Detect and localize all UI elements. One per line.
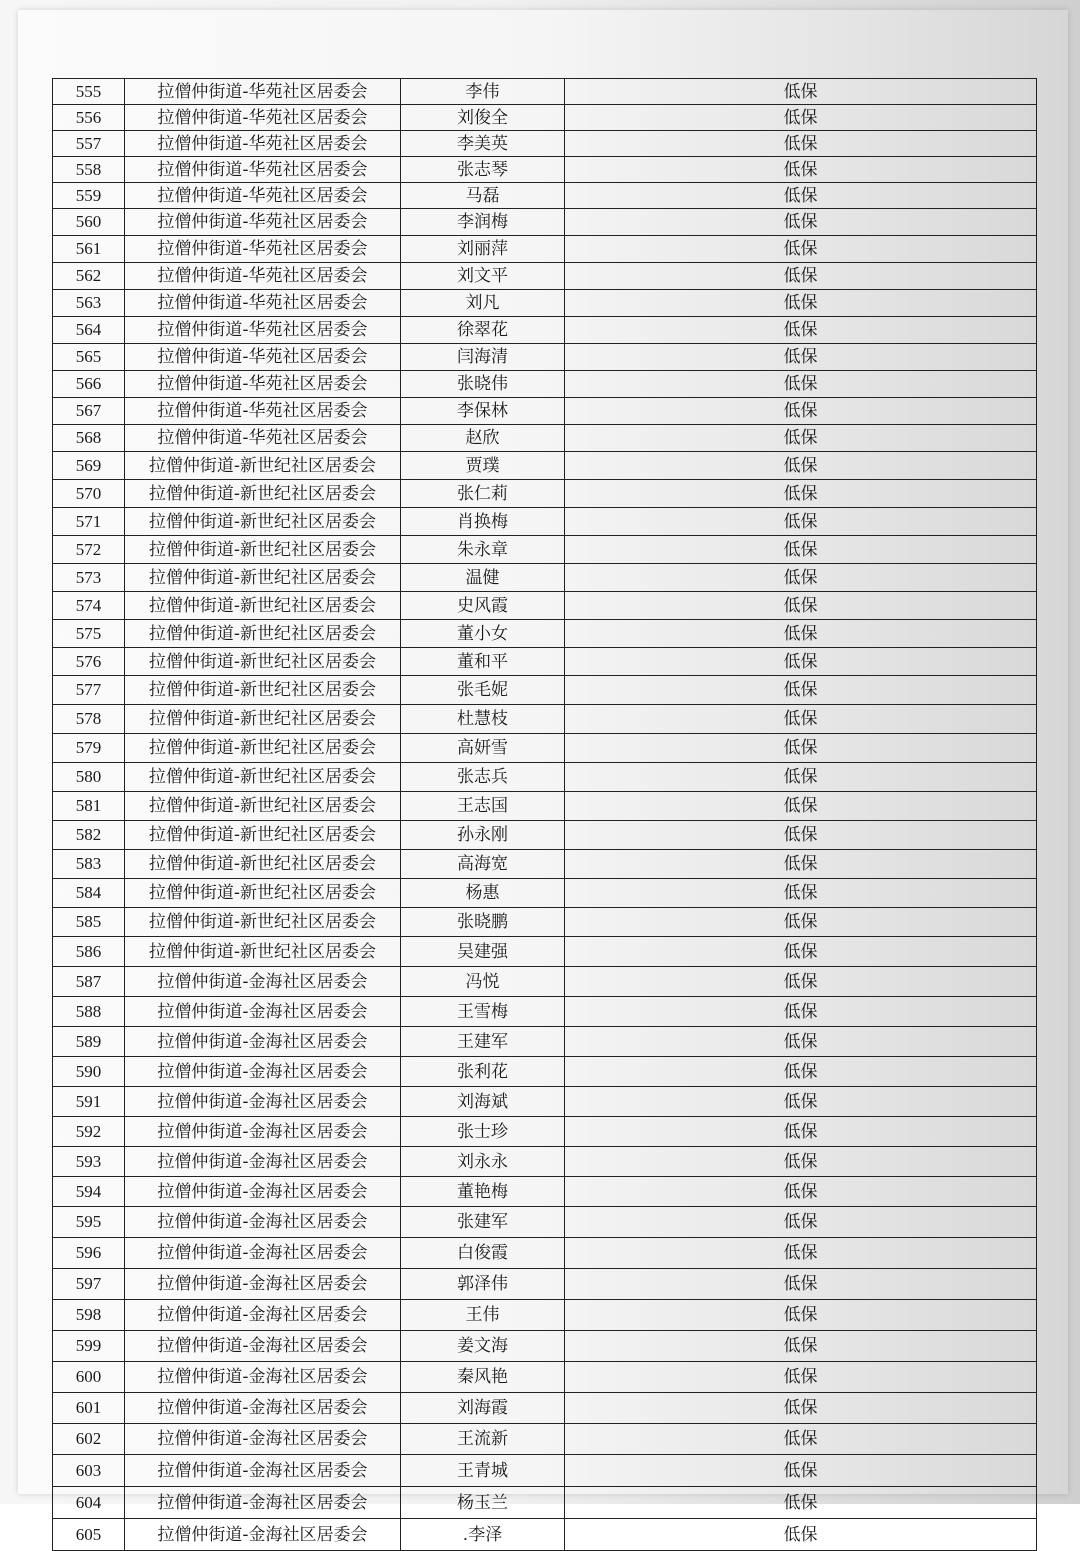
row-number-cell: 602 [53, 1424, 125, 1455]
assistance-type-cell: 低保 [565, 344, 1037, 371]
name-cell: .李泽 [401, 1519, 565, 1551]
table-row [53, 763, 1037, 792]
unit-cell: 拉僧仲街道-金海社区居委会 [125, 1177, 401, 1207]
table-row [53, 317, 1037, 344]
table-row [53, 1393, 1037, 1424]
row-number-cell: 560 [53, 209, 125, 236]
name-cell: 董和平 [401, 648, 565, 676]
name-cell: 刘俊全 [401, 105, 565, 131]
assistance-type-cell: 低保 [565, 705, 1037, 734]
name-cell: 王流新 [401, 1424, 565, 1455]
unit-cell: 拉僧仲街道-华苑社区居委会 [125, 371, 401, 398]
name-cell: 杨惠 [401, 879, 565, 908]
name-cell: 张毛妮 [401, 676, 565, 705]
row-number-cell: 600 [53, 1362, 125, 1393]
assistance-type-cell: 低保 [565, 183, 1037, 209]
name-cell: 刘文平 [401, 263, 565, 290]
row-number-cell: 592 [53, 1117, 125, 1147]
table-row [53, 1057, 1037, 1087]
unit-cell: 拉僧仲街道-金海社区居委会 [125, 1269, 401, 1300]
unit-cell: 拉僧仲街道-新世纪社区居委会 [125, 705, 401, 734]
row-number-cell: 569 [53, 452, 125, 480]
unit-cell: 拉僧仲街道-金海社区居委会 [125, 1424, 401, 1455]
table-row [53, 1269, 1037, 1300]
unit-cell: 拉僧仲街道-金海社区居委会 [125, 967, 401, 997]
unit-cell: 拉僧仲街道-华苑社区居委会 [125, 344, 401, 371]
unit-cell: 拉僧仲街道-金海社区居委会 [125, 1487, 401, 1519]
name-cell: 刘永永 [401, 1147, 565, 1177]
unit-cell: 拉僧仲街道-新世纪社区居委会 [125, 648, 401, 676]
row-number-cell: 563 [53, 290, 125, 317]
row-number-cell: 571 [53, 508, 125, 536]
name-cell: 张志兵 [401, 763, 565, 792]
assistance-type-cell: 低保 [565, 398, 1037, 425]
unit-cell: 拉僧仲街道-华苑社区居委会 [125, 263, 401, 290]
assistance-type-cell: 低保 [565, 821, 1037, 850]
unit-cell: 拉僧仲街道-新世纪社区居委会 [125, 480, 401, 508]
row-number-cell: 557 [53, 131, 125, 157]
row-number-cell: 584 [53, 879, 125, 908]
assistance-type-cell: 低保 [565, 105, 1037, 131]
row-number-cell: 562 [53, 263, 125, 290]
name-cell: 刘丽萍 [401, 236, 565, 263]
row-number-cell: 579 [53, 734, 125, 763]
assistance-type-cell: 低保 [565, 1117, 1037, 1147]
name-cell: 王雪梅 [401, 997, 565, 1027]
table-row [53, 480, 1037, 508]
table-row [53, 1238, 1037, 1269]
row-number-cell: 603 [53, 1455, 125, 1487]
unit-cell: 拉僧仲街道-华苑社区居委会 [125, 209, 401, 236]
assistance-type-cell: 低保 [565, 452, 1037, 480]
table-row [53, 620, 1037, 648]
unit-cell: 拉僧仲街道-华苑社区居委会 [125, 79, 401, 105]
row-number-cell: 561 [53, 236, 125, 263]
unit-cell: 拉僧仲街道-新世纪社区居委会 [125, 536, 401, 564]
name-cell: 张晓鹏 [401, 908, 565, 937]
table-row [53, 1519, 1037, 1551]
row-number-cell: 605 [53, 1519, 125, 1551]
assistance-type-cell: 低保 [565, 676, 1037, 705]
name-cell: 杜慧枝 [401, 705, 565, 734]
unit-cell: 拉僧仲街道-金海社区居委会 [125, 1027, 401, 1057]
table-row [53, 536, 1037, 564]
row-number-cell: 581 [53, 792, 125, 821]
row-number-cell: 577 [53, 676, 125, 705]
assistance-type-cell: 低保 [565, 1487, 1037, 1519]
table-row [53, 705, 1037, 734]
unit-cell: 拉僧仲街道-华苑社区居委会 [125, 317, 401, 344]
assistance-type-cell: 低保 [565, 1424, 1037, 1455]
assistance-type-cell: 低保 [565, 536, 1037, 564]
table-row [53, 236, 1037, 263]
assistance-type-cell: 低保 [565, 1027, 1037, 1057]
name-cell: 刘凡 [401, 290, 565, 317]
unit-cell: 拉僧仲街道-新世纪社区居委会 [125, 792, 401, 821]
assistance-type-cell: 低保 [565, 1177, 1037, 1207]
table-row [53, 1331, 1037, 1362]
unit-cell: 拉僧仲街道-新世纪社区居委会 [125, 879, 401, 908]
assistance-type-cell: 低保 [565, 879, 1037, 908]
assistance-type-cell: 低保 [565, 1057, 1037, 1087]
assistance-type-cell: 低保 [565, 1238, 1037, 1269]
table-row [53, 209, 1037, 236]
unit-cell: 拉僧仲街道-金海社区居委会 [125, 1331, 401, 1362]
table-row [53, 734, 1037, 763]
name-cell: 李保林 [401, 398, 565, 425]
table-row [53, 1117, 1037, 1147]
unit-cell: 拉僧仲街道-金海社区居委会 [125, 1300, 401, 1331]
table-row [53, 1362, 1037, 1393]
name-cell: 徐翠花 [401, 317, 565, 344]
unit-cell: 拉僧仲街道-金海社区居委会 [125, 1519, 401, 1551]
table-row [53, 157, 1037, 183]
table-row [53, 508, 1037, 536]
row-number-cell: 565 [53, 344, 125, 371]
assistance-type-cell: 低保 [565, 480, 1037, 508]
row-number-cell: 586 [53, 937, 125, 967]
row-number-cell: 576 [53, 648, 125, 676]
table-row [53, 648, 1037, 676]
name-cell: 秦风艳 [401, 1362, 565, 1393]
row-number-cell: 570 [53, 480, 125, 508]
row-number-cell: 588 [53, 997, 125, 1027]
row-number-cell: 604 [53, 1487, 125, 1519]
table-row [53, 1300, 1037, 1331]
table-row [53, 1455, 1037, 1487]
unit-cell: 拉僧仲街道-华苑社区居委会 [125, 236, 401, 263]
table-row [53, 1027, 1037, 1057]
row-number-cell: 582 [53, 821, 125, 850]
name-cell: 张晓伟 [401, 371, 565, 398]
table-row [53, 1147, 1037, 1177]
assistance-type-cell: 低保 [565, 592, 1037, 620]
row-number-cell: 597 [53, 1269, 125, 1300]
assistance-type-cell: 低保 [565, 508, 1037, 536]
name-cell: 李美英 [401, 131, 565, 157]
row-number-cell: 590 [53, 1057, 125, 1087]
unit-cell: 拉僧仲街道-华苑社区居委会 [125, 131, 401, 157]
roster-table [52, 78, 1037, 1551]
table-row [53, 183, 1037, 209]
assistance-type-cell: 低保 [565, 937, 1037, 967]
unit-cell: 拉僧仲街道-金海社区居委会 [125, 1117, 401, 1147]
name-cell: 杨玉兰 [401, 1487, 565, 1519]
unit-cell: 拉僧仲街道-新世纪社区居委会 [125, 620, 401, 648]
assistance-type-cell: 低保 [565, 997, 1037, 1027]
assistance-type-cell: 低保 [565, 1331, 1037, 1362]
table-row [53, 850, 1037, 879]
assistance-type-cell: 低保 [565, 1455, 1037, 1487]
table-row [53, 1207, 1037, 1238]
table-row [53, 452, 1037, 480]
name-cell: 肖换梅 [401, 508, 565, 536]
name-cell: 高海宽 [401, 850, 565, 879]
unit-cell: 拉僧仲街道-新世纪社区居委会 [125, 564, 401, 592]
name-cell: 孙永刚 [401, 821, 565, 850]
assistance-type-cell: 低保 [565, 263, 1037, 290]
row-number-cell: 591 [53, 1087, 125, 1117]
assistance-type-cell: 低保 [565, 734, 1037, 763]
name-cell: 李润梅 [401, 209, 565, 236]
table-row [53, 425, 1037, 452]
row-number-cell: 574 [53, 592, 125, 620]
name-cell: 史风霞 [401, 592, 565, 620]
unit-cell: 拉僧仲街道-新世纪社区居委会 [125, 821, 401, 850]
assistance-type-cell: 低保 [565, 850, 1037, 879]
row-number-cell: 573 [53, 564, 125, 592]
name-cell: 张建军 [401, 1207, 565, 1238]
table-row [53, 105, 1037, 131]
unit-cell: 拉僧仲街道-新世纪社区居委会 [125, 592, 401, 620]
name-cell: 董艳梅 [401, 1177, 565, 1207]
table-row [53, 821, 1037, 850]
table-row [53, 676, 1037, 705]
assistance-type-cell: 低保 [565, 763, 1037, 792]
name-cell: 王伟 [401, 1300, 565, 1331]
assistance-type-cell: 低保 [565, 290, 1037, 317]
row-number-cell: 585 [53, 908, 125, 937]
unit-cell: 拉僧仲街道-金海社区居委会 [125, 1087, 401, 1117]
table-row [53, 792, 1037, 821]
assistance-type-cell: 低保 [565, 1269, 1037, 1300]
name-cell: 吴建强 [401, 937, 565, 967]
assistance-type-cell: 低保 [565, 564, 1037, 592]
assistance-type-cell: 低保 [565, 131, 1037, 157]
assistance-type-cell: 低保 [565, 1087, 1037, 1117]
table-row [53, 908, 1037, 937]
row-number-cell: 595 [53, 1207, 125, 1238]
assistance-type-cell: 低保 [565, 1393, 1037, 1424]
unit-cell: 拉僧仲街道-新世纪社区居委会 [125, 676, 401, 705]
table-row [53, 967, 1037, 997]
table-row [53, 398, 1037, 425]
row-number-cell: 556 [53, 105, 125, 131]
unit-cell: 拉僧仲街道-金海社区居委会 [125, 1455, 401, 1487]
assistance-type-cell: 低保 [565, 371, 1037, 398]
unit-cell: 拉僧仲街道-新世纪社区居委会 [125, 850, 401, 879]
unit-cell: 拉僧仲街道-金海社区居委会 [125, 1057, 401, 1087]
assistance-type-cell: 低保 [565, 1300, 1037, 1331]
table-row [53, 879, 1037, 908]
table-row [53, 371, 1037, 398]
unit-cell: 拉僧仲街道-新世纪社区居委会 [125, 763, 401, 792]
unit-cell: 拉僧仲街道-华苑社区居委会 [125, 290, 401, 317]
row-number-cell: 594 [53, 1177, 125, 1207]
row-number-cell: 601 [53, 1393, 125, 1424]
name-cell: 冯悦 [401, 967, 565, 997]
assistance-type-cell: 低保 [565, 1207, 1037, 1238]
assistance-type-cell: 低保 [565, 425, 1037, 452]
unit-cell: 拉僧仲街道-新世纪社区居委会 [125, 734, 401, 763]
table-row [53, 592, 1037, 620]
name-cell: 张利花 [401, 1057, 565, 1087]
unit-cell: 拉僧仲街道-新世纪社区居委会 [125, 908, 401, 937]
name-cell: 王建军 [401, 1027, 565, 1057]
table-row [53, 263, 1037, 290]
row-number-cell: 583 [53, 850, 125, 879]
assistance-type-cell: 低保 [565, 792, 1037, 821]
row-number-cell: 589 [53, 1027, 125, 1057]
table-row [53, 1177, 1037, 1207]
row-number-cell: 564 [53, 317, 125, 344]
table-row [53, 344, 1037, 371]
name-cell: 刘海霞 [401, 1393, 565, 1424]
row-number-cell: 566 [53, 371, 125, 398]
table-row [53, 1424, 1037, 1455]
row-number-cell: 568 [53, 425, 125, 452]
name-cell: 贾璞 [401, 452, 565, 480]
row-number-cell: 598 [53, 1300, 125, 1331]
unit-cell: 拉僧仲街道-新世纪社区居委会 [125, 452, 401, 480]
table-row [53, 997, 1037, 1027]
row-number-cell: 572 [53, 536, 125, 564]
unit-cell: 拉僧仲街道-金海社区居委会 [125, 997, 401, 1027]
name-cell: 张士珍 [401, 1117, 565, 1147]
name-cell: 温健 [401, 564, 565, 592]
unit-cell: 拉僧仲街道-金海社区居委会 [125, 1147, 401, 1177]
unit-cell: 拉僧仲街道-金海社区居委会 [125, 1238, 401, 1269]
name-cell: 闫海清 [401, 344, 565, 371]
assistance-type-cell: 低保 [565, 236, 1037, 263]
unit-cell: 拉僧仲街道-华苑社区居委会 [125, 183, 401, 209]
row-number-cell: 555 [53, 79, 125, 105]
name-cell: 董小女 [401, 620, 565, 648]
name-cell: 郭泽伟 [401, 1269, 565, 1300]
unit-cell: 拉僧仲街道-华苑社区居委会 [125, 425, 401, 452]
name-cell: 王青城 [401, 1455, 565, 1487]
unit-cell: 拉僧仲街道-华苑社区居委会 [125, 157, 401, 183]
assistance-type-cell: 低保 [565, 157, 1037, 183]
row-number-cell: 593 [53, 1147, 125, 1177]
table-row [53, 131, 1037, 157]
assistance-type-cell: 低保 [565, 648, 1037, 676]
assistance-type-cell: 低保 [565, 209, 1037, 236]
row-number-cell: 596 [53, 1238, 125, 1269]
assistance-type-cell: 低保 [565, 79, 1037, 105]
assistance-type-cell: 低保 [565, 1147, 1037, 1177]
table-row [53, 1487, 1037, 1519]
unit-cell: 拉僧仲街道-华苑社区居委会 [125, 398, 401, 425]
unit-cell: 拉僧仲街道-新世纪社区居委会 [125, 508, 401, 536]
name-cell: 张仁莉 [401, 480, 565, 508]
name-cell: 李伟 [401, 79, 565, 105]
assistance-type-cell: 低保 [565, 967, 1037, 997]
name-cell: 马磊 [401, 183, 565, 209]
table-row [53, 290, 1037, 317]
name-cell: 姜文海 [401, 1331, 565, 1362]
unit-cell: 拉僧仲街道-金海社区居委会 [125, 1207, 401, 1238]
row-number-cell: 567 [53, 398, 125, 425]
assistance-type-cell: 低保 [565, 620, 1037, 648]
name-cell: 高妍雪 [401, 734, 565, 763]
roster-table-body [53, 79, 1037, 1551]
table-row [53, 79, 1037, 105]
name-cell: 朱永章 [401, 536, 565, 564]
unit-cell: 拉僧仲街道-新世纪社区居委会 [125, 937, 401, 967]
row-number-cell: 599 [53, 1331, 125, 1362]
name-cell: 赵欣 [401, 425, 565, 452]
unit-cell: 拉僧仲街道-金海社区居委会 [125, 1362, 401, 1393]
row-number-cell: 575 [53, 620, 125, 648]
row-number-cell: 558 [53, 157, 125, 183]
name-cell: 王志国 [401, 792, 565, 821]
table-row [53, 1087, 1037, 1117]
row-number-cell: 559 [53, 183, 125, 209]
table-row [53, 564, 1037, 592]
assistance-type-cell: 低保 [565, 908, 1037, 937]
name-cell: 白俊霞 [401, 1238, 565, 1269]
assistance-type-cell: 低保 [565, 1362, 1037, 1393]
row-number-cell: 587 [53, 967, 125, 997]
row-number-cell: 580 [53, 763, 125, 792]
table-row [53, 937, 1037, 967]
name-cell: 刘海斌 [401, 1087, 565, 1117]
name-cell: 张志琴 [401, 157, 565, 183]
row-number-cell: 578 [53, 705, 125, 734]
assistance-type-cell: 低保 [565, 1519, 1037, 1551]
assistance-type-cell: 低保 [565, 317, 1037, 344]
unit-cell: 拉僧仲街道-华苑社区居委会 [125, 105, 401, 131]
unit-cell: 拉僧仲街道-金海社区居委会 [125, 1393, 401, 1424]
